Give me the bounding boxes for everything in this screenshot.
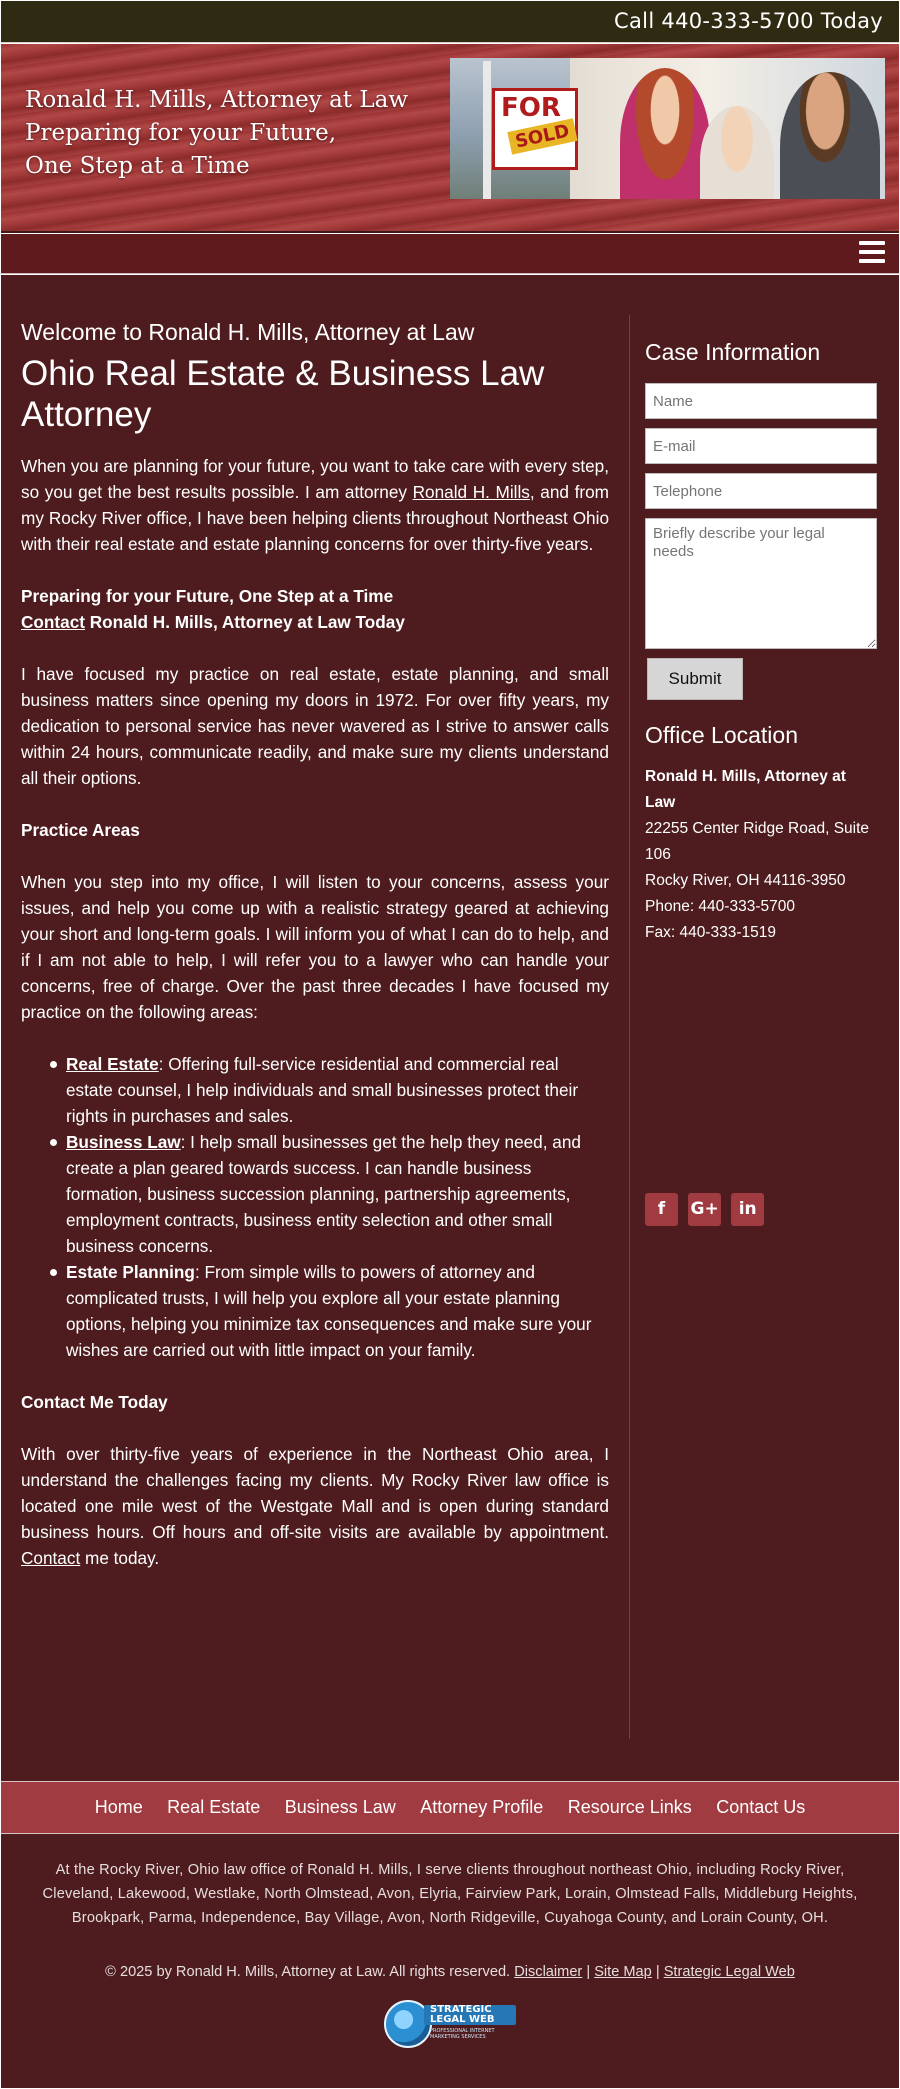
footer-nav-attorney-profile[interactable]: Attorney Profile — [420, 1797, 544, 1817]
contact-paragraph: With over thirty-five years of experience in the Northeast Ohio area, I understand the challenges facing my clients. My Rocky River law office is located one mile west of the Westgate Mall and is open during standard business hours. Off hours and off-site visits are available by appointment. Contact me today. — [21, 1444, 609, 1568]
strategic-legal-web-link[interactable]: Strategic Legal Web — [663, 1964, 795, 1980]
footer — [1, 1834, 899, 2088]
office-firm-name: Ronald H. Mills, Attorney at Law — [645, 768, 846, 811]
welcome-heading: Welcome to Ronald H. Mills, Attorney at Law — [21, 319, 475, 345]
legal-needs-textarea[interactable] — [645, 518, 877, 649]
footer-nav — [1, 1781, 899, 1834]
office-location-heading: Office Location — [645, 722, 799, 748]
contact-me-link[interactable]: Contact — [21, 1548, 81, 1568]
office-address-line2: Rocky River, OH 44116-3950 — [645, 872, 846, 889]
sign-post — [483, 61, 491, 199]
banner-line-3: One Step at a Time — [25, 153, 250, 179]
office-fax: Fax: 440-333-1519 — [645, 924, 776, 941]
practice-paragraph: When you step into my office, I will listen to your concerns, assess your issues, and help you come up with a realistic strategy geared at achieving your short and long-term goals. I will inform you of what I can do to help, and if I am not able to help, I will refer you to a lawyer who can handle your concerns, free of charge. Over the past three decades I have focused my practice on the following areas: — [21, 872, 609, 1022]
sign-for-text: FOR — [501, 93, 561, 123]
linkedin-icon[interactable]: in — [731, 1193, 764, 1226]
real-estate-link[interactable]: Real Estate — [66, 1054, 159, 1074]
footer-nav-real-estate[interactable]: Real Estate — [167, 1797, 261, 1817]
contact-me-heading: Contact Me Today — [21, 1392, 168, 1412]
logo-wordmark: STRATEGIC LEGAL WEB — [424, 2005, 516, 2025]
google-plus-icon[interactable]: G+ — [688, 1193, 721, 1226]
list-item: Estate Planning: From simple wills to powers of attorney and complicated trusts, I will help you explore all your estate planning options, helping you minimize tax consequences and make sure your wishes are carried out with little impact on your family. — [66, 1259, 609, 1363]
name-field[interactable] — [645, 383, 877, 419]
nav-bar — [1, 234, 899, 274]
article — [21, 317, 609, 1571]
sign-sold-text: SOLD — [507, 118, 577, 154]
focus-paragraph: I have focused my practice on real estate, estate planning, and small business matters since opening my doors in 1972. For over fifty years, my dedication to personal service has never wavered as I strive to answer calls within 24 hours, communicate readily, and make sure my clients understand all their options. — [21, 664, 609, 788]
practice-areas-heading: Practice Areas — [21, 820, 140, 840]
family-sold-sign-photo — [450, 58, 885, 199]
call-today-phone[interactable]: Call 440-333-5700 Today — [614, 9, 883, 33]
copyright-text: © 2025 by Ronald H. Mills, Attorney at Law. All rights reserved. — [105, 1964, 511, 1980]
footer-nav-home[interactable]: Home — [94, 1797, 143, 1817]
contact-link[interactable]: Contact — [21, 612, 85, 632]
social-links — [645, 1193, 769, 1226]
list-item: Business Law: I help small businesses get the help they need, and create a plan geared towards success. I can handle business formation, business succession planning, partnership agreements, employment contracts, business entity selection and other small business concerns. — [66, 1129, 609, 1259]
footer-nav-resource-links[interactable]: Resource Links — [567, 1797, 692, 1817]
telephone-field[interactable] — [645, 473, 877, 509]
office-address-line1: 22255 Center Ridge Road, Suite 106 — [645, 820, 870, 863]
man-figure — [780, 72, 880, 199]
contact-today-line: Contact Ronald H. Mills, Attorney at Law Today — [21, 612, 405, 632]
office-phone: Phone: 440-333-5700 — [645, 898, 795, 915]
sidebar — [645, 337, 877, 946]
column-divider — [629, 315, 630, 1739]
intro-paragraph: When you are planning for your future, you want to take care with every step, so you get the best results possible. I am attorney Ronald H. Mills, and from my Rocky River office, I have been helping clients throughout Northeast Ohio with their real estate and estate planning concerns for over thirty-five years. — [21, 456, 609, 554]
service-areas-text: At the Rocky River, Ohio law office of Ronald H. Mills, I serve clients throughout northeast Ohio, including Rocky River, Cleveland, Lakewood, Westlake, North Olmstead, Avon, Elyria, Fairview Park, Lorain, Olmstead Falls, Middleburg Heights, Brookpark, Parma, Independence, Bay Village, Avon, North Ridgeville, Cuyahoga County, and Lorain County, OH. — [42, 1862, 858, 1926]
main-content-area — [1, 275, 899, 1781]
tagline-block — [21, 583, 609, 635]
email-field[interactable] — [645, 428, 877, 464]
banner-firm-name: Ronald H. Mills, Attorney at Law — [25, 87, 409, 113]
baby-figure — [700, 106, 774, 199]
hamburger-menu-icon[interactable] — [859, 241, 885, 265]
copyright-line: © 2025 by Ronald H. Mills, Attorney at Law. All rights reserved. Disclaimer | Site Map | Strategic Legal Web — [105, 1964, 795, 1980]
banner-line-2: Preparing for your Future, — [25, 120, 337, 146]
footer-nav-contact-us[interactable]: Contact Us — [716, 1797, 806, 1817]
strategic-legal-web-logo[interactable] — [384, 2000, 516, 2050]
submit-button[interactable]: Submit — [647, 658, 743, 700]
page-title: Ohio Real Estate & Business Law Attorney — [21, 354, 545, 434]
list-item: Real Estate: Offering full-service residential and commercial real estate counsel, I help individuals and small businesses protect their rights in purchases and sales. — [66, 1051, 609, 1129]
tagline-bold: Preparing for your Future, One Step at a Time — [21, 586, 394, 606]
case-information-heading: Case Information — [645, 339, 821, 365]
for-sale-sign — [492, 88, 578, 170]
disclaimer-link[interactable]: Disclaimer — [514, 1964, 583, 1980]
top-bar — [1, 1, 899, 43]
site-map-link[interactable]: Site Map — [594, 1964, 652, 1980]
woman-figure — [620, 68, 710, 199]
estate-planning-label: Estate Planning — [66, 1262, 195, 1282]
logo-subtitle: PROFESSIONAL INTERNET MARKETING SERVICES — [430, 2028, 495, 2040]
business-law-link[interactable]: Business Law — [66, 1132, 181, 1152]
ronald-mills-link[interactable]: Ronald H. Mills — [412, 482, 530, 502]
facebook-icon[interactable]: f — [645, 1193, 678, 1226]
footer-nav-business-law[interactable]: Business Law — [284, 1797, 396, 1817]
office-location — [645, 720, 877, 946]
header-banner — [1, 44, 899, 233]
banner-tagline — [25, 84, 408, 183]
practice-areas-list — [21, 1051, 609, 1363]
